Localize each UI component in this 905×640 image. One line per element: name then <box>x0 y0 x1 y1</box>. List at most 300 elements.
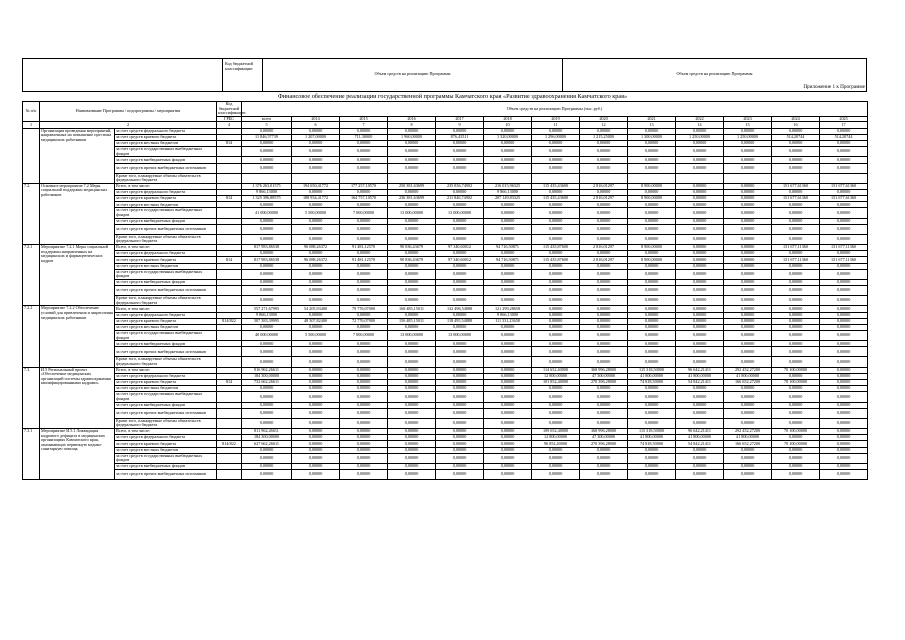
grbs-code: 814/822 <box>217 318 242 324</box>
year-value: 0,00000 <box>340 380 388 386</box>
grbs-code <box>217 418 242 428</box>
year-value: 0,00000 <box>484 392 532 402</box>
year-value: 0,00000 <box>292 218 340 224</box>
year-value: 1 250,00000 <box>676 134 724 140</box>
year-value: 0,00000 <box>724 324 772 330</box>
year-value: 0,00000 <box>580 218 628 224</box>
table-row <box>23 163 868 173</box>
year-value: 292 452,27200 <box>724 428 772 434</box>
year-value: 0,00000 <box>580 251 628 257</box>
year-value: 0,00000 <box>628 392 676 402</box>
year-value: 0,00000 <box>580 163 628 173</box>
year-value: 0,00000 <box>388 202 436 208</box>
year-value: 0,00000 <box>772 202 820 208</box>
table-row <box>23 331 868 341</box>
top-code-label: Код бюджетной классификации <box>223 59 263 91</box>
year-value: 0,00000 <box>820 435 868 441</box>
total-value: 0,00000 <box>242 224 292 234</box>
year-value: 0,00000 <box>820 147 868 157</box>
year-value <box>820 173 868 183</box>
year-value: 0,00000 <box>436 286 484 296</box>
year-value: 12 800,00000 <box>532 435 580 441</box>
year-value: 0,00000 <box>340 447 388 453</box>
year-value: 0,00000 <box>676 251 724 257</box>
year-value: 54 842,21411 <box>676 380 724 386</box>
year-value: 0,00000 <box>340 386 388 392</box>
year-value: 0,00000 <box>532 341 580 347</box>
year-value: 0,00000 <box>340 128 388 134</box>
year-value: 0,00000 <box>340 218 388 224</box>
year-value: 0,00000 <box>628 157 676 163</box>
year-value: 0,00000 <box>340 441 388 447</box>
grbs-code: 814 <box>217 196 242 202</box>
year-value: 0,00000 <box>292 373 340 379</box>
year-value: 0,00000 <box>724 331 772 341</box>
top-header-box <box>22 58 867 92</box>
header-year: 2021 <box>628 116 676 122</box>
grbs-code <box>217 173 242 183</box>
year-value: 0,00000 <box>676 296 724 306</box>
column-number: 15 <box>724 122 772 128</box>
year-value: 0,00000 <box>292 392 340 402</box>
year-value: 0,00000 <box>388 251 436 257</box>
year-value: 115 318,50000 <box>628 367 676 373</box>
year-value: 0,00000 <box>724 269 772 279</box>
year-value: 115 435,43600 <box>532 183 580 189</box>
funding-source: за счет средств краевого бюджета <box>115 196 217 202</box>
year-value: 0,00000 <box>292 140 340 146</box>
year-value: 0,00000 <box>436 147 484 157</box>
year-value: 70 100,00000 <box>772 441 820 447</box>
year-value: 0,00000 <box>436 347 484 357</box>
year-value: 0,00000 <box>532 208 580 218</box>
year-value: 0,00000 <box>532 347 580 357</box>
year-value: 0,00000 <box>628 324 676 330</box>
year-value: 97 340,60012 <box>436 257 484 263</box>
year-value: 0,00000 <box>436 441 484 447</box>
year-value: 72 776,07000 <box>340 318 388 324</box>
year-value: 0,00000 <box>580 331 628 341</box>
year-value: 91 481,12570 <box>340 245 388 251</box>
year-value: 48 307,82400 <box>292 318 340 324</box>
year-value: 0,00000 <box>580 263 628 269</box>
funding-source: за счет средств местных бюджетов <box>115 324 217 330</box>
year-value: 0,00000 <box>340 202 388 208</box>
year-value: 0,00000 <box>292 324 340 330</box>
year-value: 0,00000 <box>724 453 772 463</box>
header-year: 2020 <box>580 116 628 122</box>
grbs-code <box>217 286 242 296</box>
funding-source: за счет средств федерального бюджета <box>115 435 217 441</box>
year-value: 47 300,00000 <box>580 373 628 379</box>
year-value: 0,00000 <box>388 402 436 408</box>
year-value: 0,00000 <box>340 463 388 469</box>
year-value: 0,00000 <box>676 147 724 157</box>
year-value: 0,00000 <box>340 402 388 408</box>
year-value: 0,00000 <box>436 263 484 269</box>
year-value: 0,00000 <box>820 279 868 285</box>
year-value: 0,00000 <box>340 251 388 257</box>
total-value: 0,00000 <box>242 386 292 392</box>
total-value: 11 846,57739 <box>242 134 292 140</box>
year-value: 194 650,41772 <box>292 183 340 189</box>
total-value: 0,00000 <box>242 296 292 306</box>
grbs-code <box>217 224 242 234</box>
funding-source: Всего, в том числе: <box>115 428 217 434</box>
year-value: 0,00000 <box>292 341 340 347</box>
year-value: 0,00000 <box>724 202 772 208</box>
total-value: 0,00000 <box>242 140 292 146</box>
year-value: 0,00000 <box>820 341 868 347</box>
year-value: 0,00000 <box>772 306 820 312</box>
year-value: 0,00000 <box>628 218 676 224</box>
year-value: 0,00000 <box>676 189 724 195</box>
year-value: 41 800,00000 <box>676 435 724 441</box>
year-value: 13 000,00000 <box>436 331 484 341</box>
year-value: 2 816,01297 <box>580 196 628 202</box>
year-value: 121 299,28658 <box>484 306 532 312</box>
year-value: 0,00000 <box>580 279 628 285</box>
year-value: 0,00000 <box>628 408 676 418</box>
year-value: 0,00000 <box>820 269 868 279</box>
year-value: 0,00000 <box>676 140 724 146</box>
total-value: 811 962,26611 <box>242 428 292 434</box>
total-value: 0,00000 <box>242 392 292 402</box>
year-value: 0,00000 <box>388 218 436 224</box>
year-value: 96 088,26372 <box>292 245 340 251</box>
year-value: 0,00000 <box>388 128 436 134</box>
year-value: 0,00000 <box>724 463 772 469</box>
year-value: 0,00000 <box>676 263 724 269</box>
year-value: 0,00000 <box>436 470 484 480</box>
year-value: 0,00000 <box>820 208 868 218</box>
year-value: 0,00000 <box>388 189 436 195</box>
year-value: 0,00000 <box>724 140 772 146</box>
grbs-code <box>217 234 242 244</box>
row-number: 7.2.2 <box>23 306 40 367</box>
year-value: 0,00000 <box>676 218 724 224</box>
table-row <box>23 392 868 402</box>
column-number: 14 <box>676 122 724 128</box>
year-value: 0,00000 <box>388 147 436 157</box>
total-value: 1 376 263,01575 <box>242 183 292 189</box>
year-value: 0,00000 <box>628 208 676 218</box>
year-value: 0,00000 <box>772 435 820 441</box>
year-value: 0,00000 <box>772 263 820 269</box>
year-value: 0,00000 <box>724 234 772 244</box>
year-value: 0,00000 <box>772 269 820 279</box>
year-value <box>292 173 340 183</box>
column-number: 8 <box>388 122 436 128</box>
year-value: 0,00000 <box>388 463 436 469</box>
year-value: 0,00000 <box>676 269 724 279</box>
funding-source: за счет средств внебюджетных фондов <box>115 279 217 285</box>
funding-source: за счет средств внебюджетных фондов <box>115 463 217 469</box>
year-value: 0,00000 <box>436 224 484 234</box>
funding-source: за счет средств федерального бюджета <box>115 189 217 195</box>
year-value: 0,00000 <box>340 435 388 441</box>
year-value: 0,00000 <box>292 435 340 441</box>
year-value: 0,00000 <box>532 463 580 469</box>
year-value: 0,00000 <box>436 251 484 257</box>
year-value: 0,00000 <box>724 218 772 224</box>
year-value: 0,00000 <box>484 463 532 469</box>
year-value: 74 818,50000 <box>628 380 676 386</box>
year-value: 13 000,00000 <box>436 208 484 218</box>
year-value: 1 250,00000 <box>724 134 772 140</box>
year-value: 0,00000 <box>388 367 436 373</box>
year-value: 0,00000 <box>292 447 340 453</box>
year-value: 166 652,27200 <box>724 441 772 447</box>
year-value: 0,00000 <box>772 447 820 453</box>
year-value: 0,00000 <box>676 196 724 202</box>
year-value: 0,00000 <box>724 224 772 234</box>
year-value: 0,00000 <box>292 408 340 418</box>
year-value: 0,00000 <box>292 441 340 447</box>
row-number: 7.3.1 <box>23 428 40 479</box>
year-value: 0,00000 <box>676 347 724 357</box>
year-value: 0,00000 <box>628 447 676 453</box>
funding-source: за счет средств прочих внебюджетных источников <box>115 408 217 418</box>
year-value: 0,00000 <box>340 157 388 163</box>
year-value: 0,00000 <box>292 157 340 163</box>
year-value: 41 800,00000 <box>628 435 676 441</box>
year-value: 0,00000 <box>676 324 724 330</box>
total-value: 817 983,86538 <box>242 245 292 251</box>
year-value: 0,00000 <box>772 386 820 392</box>
year-value: 216 015,96325 <box>484 183 532 189</box>
year-value: 0,00000 <box>628 224 676 234</box>
year-value: 0,00000 <box>628 386 676 392</box>
year-value: 0,00000 <box>628 463 676 469</box>
year-value: 5 500,00000 <box>292 331 340 341</box>
year-value: 0,00000 <box>724 470 772 480</box>
header-year: 2016 <box>388 116 436 122</box>
year-value: 0,00000 <box>676 408 724 418</box>
year-value: 0,00000 <box>820 357 868 367</box>
year-value: 0,00000 <box>676 312 724 318</box>
year-value: 0,00000 <box>292 380 340 386</box>
year-value: 0,00000 <box>772 470 820 480</box>
year-value: 0,00000 <box>580 318 628 324</box>
grbs-code <box>217 357 242 367</box>
year-value: 0,00000 <box>292 251 340 257</box>
table-row <box>23 418 868 428</box>
year-value: 0,00000 <box>340 234 388 244</box>
year-value: 0,00000 <box>724 263 772 269</box>
year-value: 0,00000 <box>532 279 580 285</box>
year-value: 0,00000 <box>580 357 628 367</box>
year-value: 0,00000 <box>724 147 772 157</box>
year-value: 0,00000 <box>628 347 676 357</box>
year-value: 0,00000 <box>676 245 724 251</box>
year-value <box>484 173 532 183</box>
funding-source: за счет средств федерального бюджета <box>115 312 217 318</box>
year-value: 0,00000 <box>628 189 676 195</box>
year-value: 0,00000 <box>388 269 436 279</box>
year-value <box>724 173 772 183</box>
year-value: 0,00000 <box>436 341 484 347</box>
table-row <box>23 347 868 357</box>
total-value: 41 000,00000 <box>242 208 292 218</box>
year-value: 0,00000 <box>532 418 580 428</box>
year-value: 0,00000 <box>772 392 820 402</box>
table-row <box>23 470 868 480</box>
year-value: 0,00000 <box>724 296 772 306</box>
year-value: 164 757,10570 <box>340 196 388 202</box>
year-value: 151 677,11360 <box>772 245 820 251</box>
year-value: 0,00000 <box>340 296 388 306</box>
year-value: 94 716,50871 <box>484 257 532 263</box>
year-value: 0,00000 <box>580 453 628 463</box>
year-value: 0,00000 <box>292 202 340 208</box>
year-value: 0,00000 <box>820 189 868 195</box>
year-value: 0,00000 <box>436 418 484 428</box>
year-value: 0,00000 <box>820 306 868 312</box>
year-value: 0,00000 <box>820 453 868 463</box>
year-value: 0,00000 <box>676 453 724 463</box>
year-value: 0,00000 <box>388 408 436 418</box>
year-value: 13 000,00000 <box>388 208 436 218</box>
total-value: 0,00000 <box>242 357 292 367</box>
year-value: 0,00000 <box>820 347 868 357</box>
year-value: 0,00000 <box>484 402 532 408</box>
funding-source: за счет средств прочих внебюджетных источников <box>115 286 217 296</box>
year-value: 0,00000 <box>820 463 868 469</box>
year-value: 0,00000 <box>676 463 724 469</box>
year-value: 0,00000 <box>580 306 628 312</box>
year-value: 0,00000 <box>580 324 628 330</box>
grbs-code: 814 <box>217 380 242 386</box>
funding-source: за счет средств федерального бюджета <box>115 128 217 134</box>
year-value: 7 000,00000 <box>340 331 388 341</box>
year-value: 0,00000 <box>772 208 820 218</box>
header-grbs: ГРБС <box>217 116 242 122</box>
year-value: 0,00000 <box>340 392 388 402</box>
total-value: 184 300,00000 <box>242 373 292 379</box>
year-value: 0,00000 <box>724 245 772 251</box>
year-value: 0,00000 <box>532 202 580 208</box>
year-value: 0,00000 <box>676 392 724 402</box>
year-value: 0,00000 <box>580 341 628 347</box>
year-value: 0,00000 <box>676 234 724 244</box>
funding-source: за счет средств краевого бюджета <box>115 318 217 324</box>
year-value: 0,00000 <box>292 428 340 434</box>
year-value: 0,00000 <box>484 269 532 279</box>
year-value: 0,00000 <box>676 286 724 296</box>
year-value: 0,00000 <box>820 418 868 428</box>
year-value: 0,00000 <box>676 331 724 341</box>
year-value: 7 000,00000 <box>340 208 388 218</box>
funding-source: за счет средств краевого бюджета <box>115 380 217 386</box>
year-value: 0,00000 <box>580 269 628 279</box>
year-value: 0,00000 <box>532 224 580 234</box>
year-value: 0,00000 <box>676 318 724 324</box>
year-value: 0,00000 <box>580 208 628 218</box>
funding-source: Кроме того, планируемые объемы обязательств федерального бюджета <box>115 234 217 244</box>
year-value: 151 677,11360 <box>820 245 868 251</box>
grbs-code: 814 <box>217 257 242 263</box>
table-row <box>23 296 868 306</box>
year-value: 0,00000 <box>388 447 436 453</box>
year-value: 0,00000 <box>340 453 388 463</box>
year-value: 0,00000 <box>628 202 676 208</box>
year-value: 0,00000 <box>628 453 676 463</box>
year-value: 115 435,87600 <box>532 245 580 251</box>
year-value: 0,00000 <box>724 196 772 202</box>
year-value: 0,00000 <box>628 470 676 480</box>
year-value: 0,00000 <box>292 269 340 279</box>
total-value: 0,00000 <box>242 463 292 469</box>
year-value: 177 257,10570 <box>340 183 388 189</box>
grbs-code <box>217 208 242 218</box>
year-value: 0,00000 <box>676 386 724 392</box>
year-value: 0,00000 <box>580 296 628 306</box>
grbs-code <box>217 347 242 357</box>
total-value: 9 866,13000 <box>242 189 292 195</box>
year-value: 0,00000 <box>436 202 484 208</box>
year-value: 235 836,74902 <box>436 183 484 189</box>
year-value: 0,00000 <box>388 418 436 428</box>
year-value: 8 900,00000 <box>628 257 676 263</box>
year-value: 0,00000 <box>292 453 340 463</box>
year-value: 0,00000 <box>676 202 724 208</box>
year-value: 0,00000 <box>292 286 340 296</box>
funding-source: за счет средств внебюджетных фондов <box>115 218 217 224</box>
year-value: 115 318,50000 <box>628 428 676 434</box>
year-value: 0,00000 <box>580 286 628 296</box>
year-value: 0,00000 <box>388 341 436 347</box>
funding-source: Кроме того, планируемые объемы обязательств федерального бюджета <box>115 418 217 428</box>
total-value: 0,00000 <box>242 347 292 357</box>
year-value: 211 846,74902 <box>436 196 484 202</box>
year-value: 1 215,25000 <box>580 134 628 140</box>
funding-source: за счет средств государственных внебюджетных фондов <box>115 453 217 463</box>
year-value: 0,00000 <box>772 163 820 173</box>
program-name: Основное мероприятие 7.2 Меры социальной поддержки медицинских работников <box>40 183 115 244</box>
year-value: 0,00000 <box>292 296 340 306</box>
year-value: 0,00000 <box>580 347 628 357</box>
year-value: 0,00000 <box>772 128 820 134</box>
year-value: 0,00000 <box>628 286 676 296</box>
year-value: 0,00000 <box>292 263 340 269</box>
top-volume-label-2: Объем средств на реализацию Программы <box>676 71 753 76</box>
year-value <box>580 173 628 183</box>
year-value: 0,00000 <box>340 147 388 157</box>
year-value: 0,00000 <box>436 435 484 441</box>
year-value: 0,00000 <box>532 408 580 418</box>
year-value: 118 495,54888 <box>436 318 484 324</box>
grbs-code <box>217 392 242 402</box>
year-value: 109 652,40000 <box>532 428 580 434</box>
year-value: 0,00000 <box>724 189 772 195</box>
funding-source: за счет средств местных бюджетов <box>115 386 217 392</box>
total-value: 627 662,26611 <box>242 441 292 447</box>
year-value: 0,00000 <box>580 463 628 469</box>
year-value: 0,00000 <box>484 357 532 367</box>
year-value: 0,00000 <box>436 234 484 244</box>
year-value: 0,00000 <box>676 418 724 428</box>
year-value: 0,00000 <box>484 224 532 234</box>
year-value: 0,00000 <box>580 234 628 244</box>
year-value: 0,00000 <box>340 373 388 379</box>
funding-source: за счет средств краевого бюджета <box>115 134 217 140</box>
year-value: 41 800,00000 <box>724 435 772 441</box>
year-value: 0,00000 <box>532 286 580 296</box>
year-value: 0,00000 <box>340 263 388 269</box>
year-value: 54 842,21411 <box>676 441 724 447</box>
year-value: 0,00000 <box>580 392 628 402</box>
